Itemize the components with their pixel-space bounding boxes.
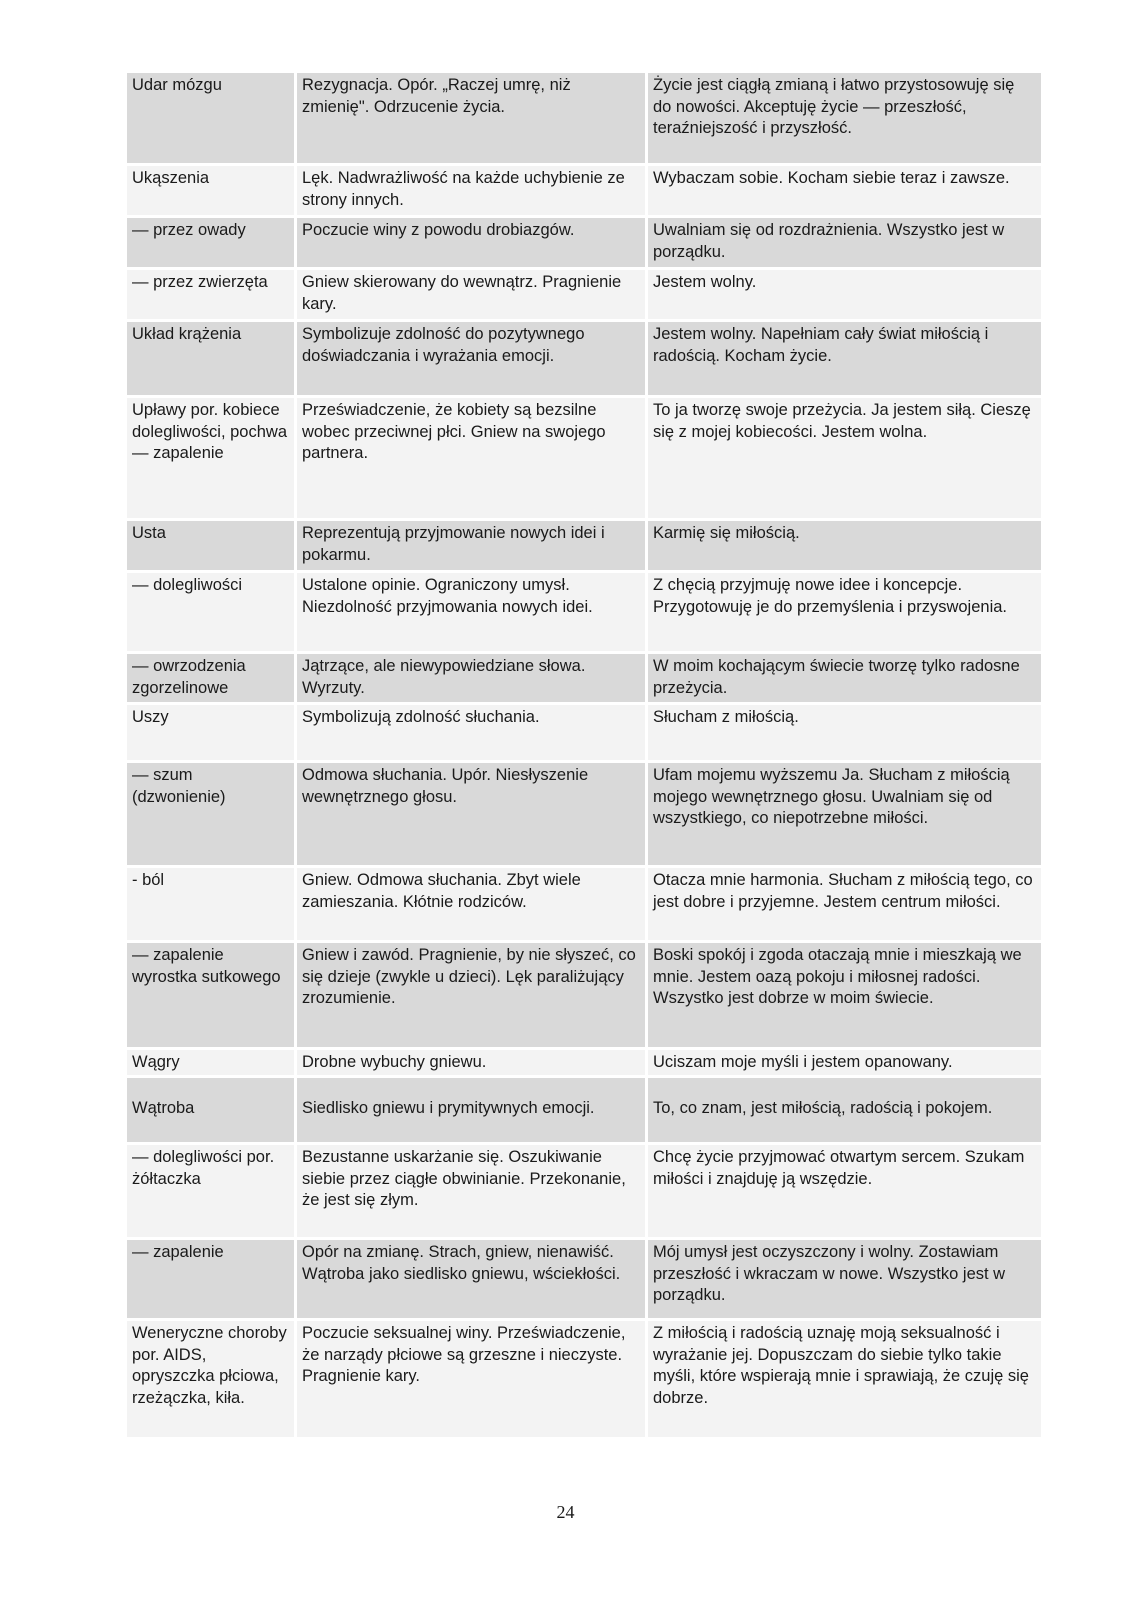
condition-cell: — szum (dzwonienie) bbox=[127, 763, 294, 865]
cause-cell: Symbolizuje zdolność do pozytywnego doświadczania i wyrażania emocji. bbox=[297, 322, 645, 395]
condition-cell: — owrzodzenia zgorzelinowe bbox=[127, 654, 294, 702]
table-row bbox=[127, 573, 1041, 651]
affirmation-cell: Chcę życie przyjmować otwartym sercem. Szukam miłości i znajduję ją wszędzie. bbox=[648, 1145, 1041, 1237]
affirmation-cell: To ja tworzę swoje przeżycia. Ja jestem siłą. Cieszę się z mojej kobiecości. Jestem wolna. bbox=[648, 398, 1041, 518]
affirmation-cell: To, co znam, jest miłością, radością i pokojem. bbox=[648, 1078, 1041, 1142]
cause-cell: Symbolizują zdolność słuchania. bbox=[297, 705, 645, 760]
condition-cell: — dolegliwości por. żółtaczka bbox=[127, 1145, 294, 1237]
condition-cell: Uszy bbox=[127, 705, 294, 760]
affirmation-cell: Boski spokój i zgoda otaczają mnie i mieszkają we mnie. Jestem oazą pokoju i miłosnej radości. Wszystko jest dobrze w moim świecie. bbox=[648, 943, 1041, 1047]
condition-cell: — dolegliwości bbox=[127, 573, 294, 651]
condition-cell: — przez owady bbox=[127, 218, 294, 267]
condition-cell: Weneryczne choroby por. AIDS, opryszczka płciowa, rzeżączka, kiła. bbox=[127, 1321, 294, 1437]
condition-cell: - ból bbox=[127, 868, 294, 940]
affirmation-cell: Życie jest ciągłą zmianą i łatwo przystosowuję się do nowości. Akceptuję życie — przeszłość, teraźniejszość i przyszłość. bbox=[648, 73, 1041, 163]
condition-cell: — przez zwierzęta bbox=[127, 270, 294, 319]
cause-cell: Rezygnacja. Opór. „Raczej umrę, niż zmienię". Odrzucenie życia. bbox=[297, 73, 645, 163]
condition-cell: Układ krążenia bbox=[127, 322, 294, 395]
affirmation-cell: Karmię się miłością. bbox=[648, 521, 1041, 570]
cause-cell: Bezustanne uskarżanie się. Oszukiwanie siebie przez ciągłe obwinianie. Przekonanie, że jest się złym. bbox=[297, 1145, 645, 1237]
condition-cell: Wągry bbox=[127, 1050, 294, 1075]
affirmation-cell: Uciszam moje myśli i jestem opanowany. bbox=[648, 1050, 1041, 1075]
condition-cell: Usta bbox=[127, 521, 294, 570]
affirmation-cell: Słucham z miłością. bbox=[648, 705, 1041, 760]
condition-cell: Upławy por. kobiece dolegliwości, pochwa — zapalenie bbox=[127, 398, 294, 518]
table-row bbox=[127, 521, 1041, 570]
condition-cell: — zapalenie bbox=[127, 1240, 294, 1318]
condition-cell: Udar mózgu bbox=[127, 73, 294, 163]
table-row bbox=[127, 943, 1041, 1047]
page-number: 24 bbox=[556, 1502, 575, 1522]
cause-cell: Poczucie winy z powodu drobiazgów. bbox=[297, 218, 645, 267]
cause-cell: Opór na zmianę. Strach, gniew, nienawiść. Wątroba jako siedlisko gniewu, wściekłości. bbox=[297, 1240, 645, 1318]
table-row bbox=[127, 763, 1041, 865]
table-row bbox=[127, 868, 1041, 940]
cause-cell: Gniew i zawód. Pragnienie, by nie słyszeć, co się dzieje (zwykle u dzieci). Lęk paraliżujący zrozumienie. bbox=[297, 943, 645, 1047]
table-row bbox=[127, 270, 1041, 319]
affirmation-cell: Mój umysł jest oczyszczony i wolny. Zostawiam przeszłość i wkraczam w nowe. Wszystko jest w porządku. bbox=[648, 1240, 1041, 1318]
cause-cell: Jątrzące, ale niewypowiedziane słowa. Wyrzuty. bbox=[297, 654, 645, 702]
table-row bbox=[127, 322, 1041, 395]
affirmation-cell: Jestem wolny. bbox=[648, 270, 1041, 319]
cause-cell: Poczucie seksualnej winy. Przeświadczenie, że narządy płciowe są grzeszne i nieczyste. Pragnienie kary. bbox=[297, 1321, 645, 1437]
condition-cell: Wątroba bbox=[127, 1078, 294, 1142]
cause-cell: Odmowa słuchania. Upór. Niesłyszenie wewnętrznego głosu. bbox=[297, 763, 645, 865]
cause-cell: Siedlisko gniewu i prymitywnych emocji. bbox=[297, 1078, 645, 1142]
cause-cell: Drobne wybuchy gniewu. bbox=[297, 1050, 645, 1075]
table-row bbox=[127, 73, 1041, 163]
affirmation-cell: Uwalniam się od rozdrażnienia. Wszystko jest w porządku. bbox=[648, 218, 1041, 267]
affirmation-cell: Z chęcią przyjmuję nowe idee i koncepcje. Przygotowuję je do przemyślenia i przyswojenia. bbox=[648, 573, 1041, 651]
condition-cell: — zapalenie wyrostka sutkowego bbox=[127, 943, 294, 1047]
cause-cell: Gniew skierowany do wewnątrz. Pragnienie kary. bbox=[297, 270, 645, 319]
affirmation-cell: Ufam mojemu wyższemu Ja. Słucham z miłością mojego wewnętrznego głosu. Uwalniam się od wszystkiego, co niepotrzebne miłości. bbox=[648, 763, 1041, 865]
table-row bbox=[127, 654, 1041, 702]
cause-cell: Gniew. Odmowa słuchania. Zbyt wiele zamieszania. Kłótnie rodziców. bbox=[297, 868, 645, 940]
affirmation-cell: Wybaczam sobie. Kocham siebie teraz i zawsze. bbox=[648, 166, 1041, 215]
table-row bbox=[127, 1240, 1041, 1318]
table-row bbox=[127, 1050, 1041, 1075]
cause-cell: Lęk. Nadwrażliwość na każde uchybienie ze strony innych. bbox=[297, 166, 645, 215]
table-row bbox=[127, 398, 1041, 518]
table-row bbox=[127, 1321, 1041, 1437]
affirmation-cell: W moim kochającym świecie tworzę tylko radosne przeżycia. bbox=[648, 654, 1041, 702]
table-row bbox=[127, 1145, 1041, 1237]
table-row bbox=[127, 166, 1041, 215]
table-row bbox=[127, 1078, 1041, 1142]
affirmation-cell: Otacza mnie harmonia. Słucham z miłością tego, co jest dobre i przyjemne. Jestem centrum miłości. bbox=[648, 868, 1041, 940]
cause-cell: Reprezentują przyjmowanie nowych idei i pokarmu. bbox=[297, 521, 645, 570]
affirmation-cell: Z miłością i radością uznaję moją seksualność i wyrażanie jej. Dopuszczam do siebie tylko takie myśli, które wspierają mnie i sprawiają, że czuję się dobrze. bbox=[648, 1321, 1041, 1437]
affirmation-cell: Jestem wolny. Napełniam cały świat miłością i radością. Kocham życie. bbox=[648, 322, 1041, 395]
cause-cell: Ustalone opinie. Ograniczony umysł. Niezdolność przyjmowania nowych idei. bbox=[297, 573, 645, 651]
cause-cell: Przeświadczenie, że kobiety są bezsilne wobec przeciwnej płci. Gniew na swojego partnera. bbox=[297, 398, 645, 518]
condition-cell: Ukąszenia bbox=[127, 166, 294, 215]
table-row bbox=[127, 218, 1041, 267]
table-row bbox=[127, 705, 1041, 760]
